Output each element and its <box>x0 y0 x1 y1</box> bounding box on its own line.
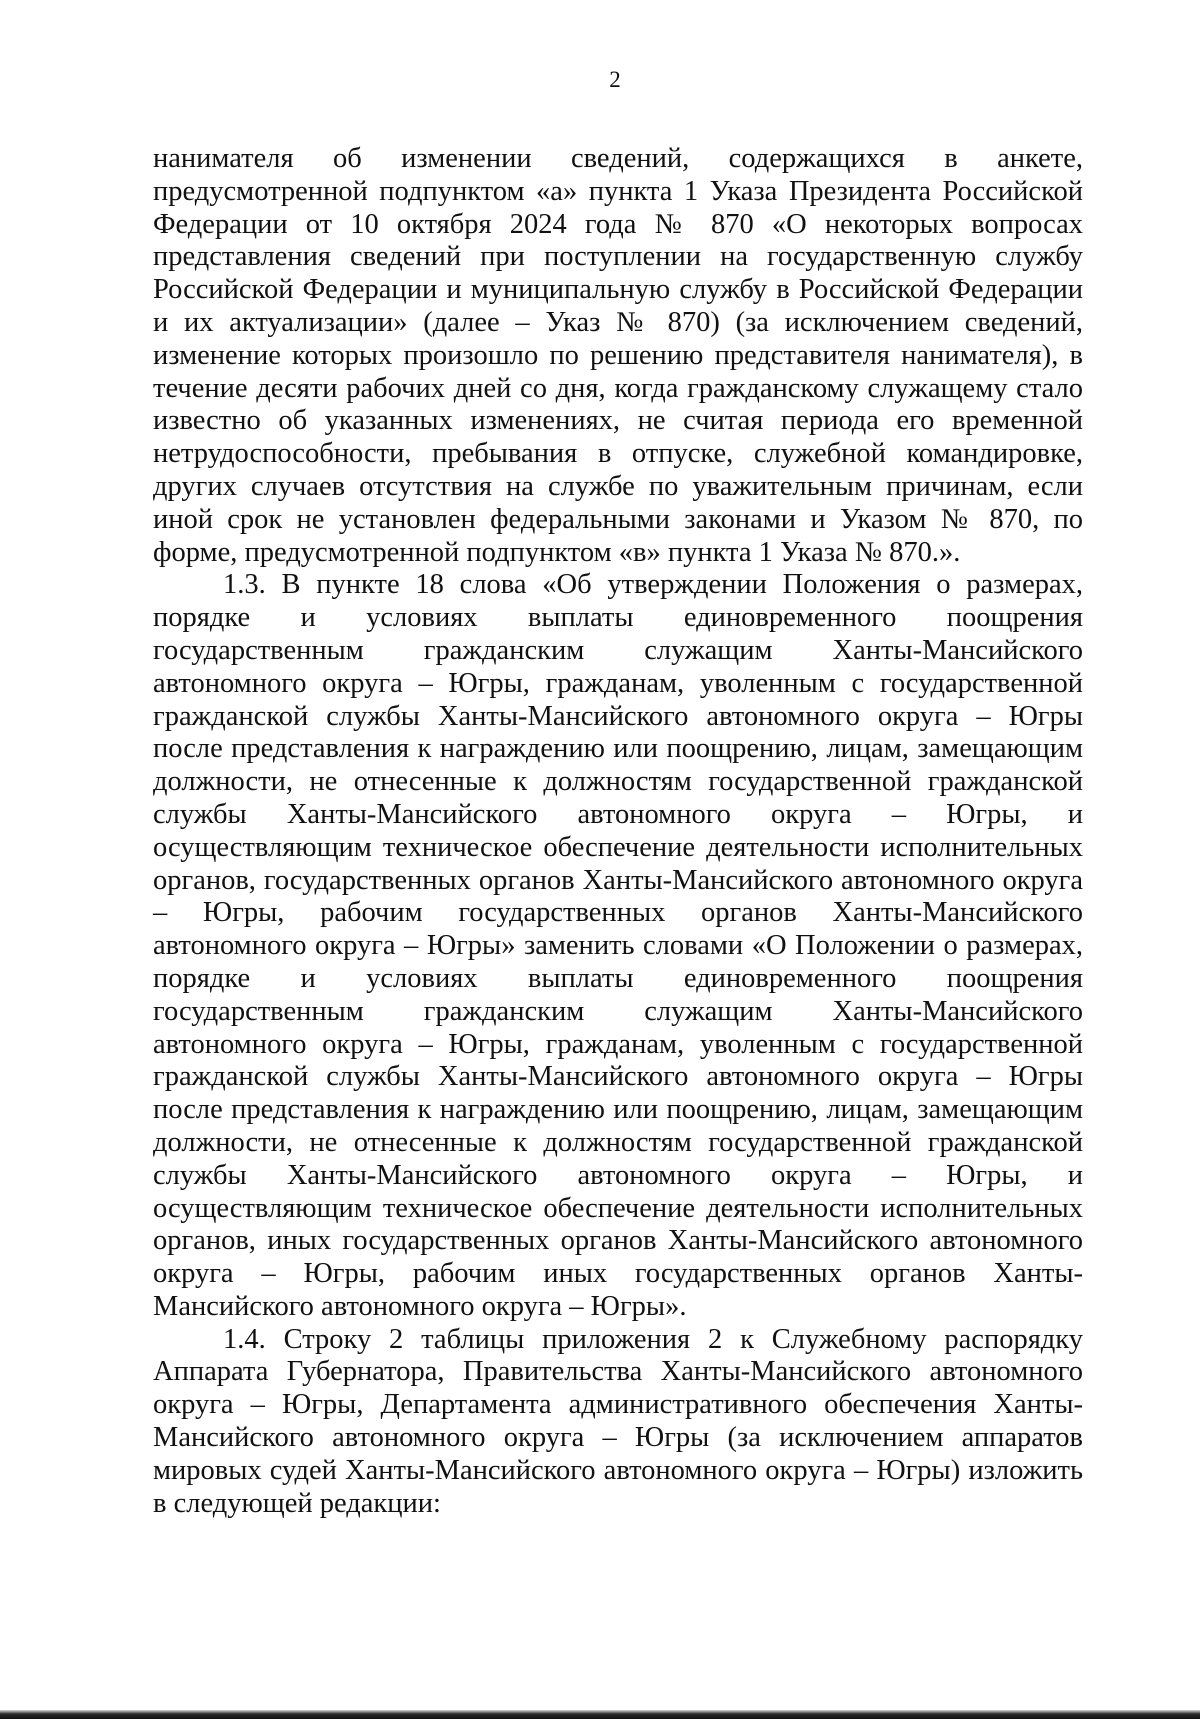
page-number: 2 <box>609 67 621 92</box>
paragraph-item-1-3: 1.3. В пункте 18 слова «Об утверждении Положения о размерах, порядке и условиях выплаты единовременного поощрения государственным гражданским служащим Ханты-Мансийского автономного округа – Югры, гражданам, уволенным с государственной гражданской службы Ханты-Мансийского автономного округа – Югры после представления к награждению или поощрению, лицам, замещающим должности, не отнесенные к должностям государственной гражданской службы Ханты-Мансийского автономного округа – Югры, и осуществляющим техническое обеспечение деятельности исполнительных органов, государственных органов Ханты-Мансийского автономного округа – Югры, рабочим государственных органов Ханты-Мансийского автономного округа – Югры» заменить словами «О Положении о размерах, порядке и условиях выплаты единовременного поощрения государственным гражданским служащим Ханты-Мансийского автономного округа – Югры, гражданам, уволенным с государственной гражданской службы Ханты-Мансийского автономного округа – Югры после представления к награждению или поощрению, лицам, замещающим должности, не отнесенные к должностям государственной гражданской службы Ханты-Мансийского автономного округа – Югры, и осуществляющим техническое обеспечение деятельности исполнительных органов, иных государственных органов Ханты-Мансийского автономного округа – Югры, рабочим иных государственных органов Ханты-Мансийского автономного округа – Югры». <box>153 569 1083 1322</box>
paragraph-continuation: нанимателя об изменении сведений, содержащихся в анкете, предусмотренной подпунктом «а» пункта 1 Указа Президента Российской Федерации от 10 октября 2024 года № 870 «О некоторых вопросах представления сведений при поступлении на государственную службу Российской Федерации и муниципальную службу в Российской Федерации и их актуализации» (далее – Указ № 870) (за исключением сведений, изменение которых произошло по решению представителя нанимателя), в течение десяти рабочих дней со дня, когда гражданскому служащему стало известно об указанных изменениях, не считая периода его временной нетрудоспособности, пребывания в отпуске, служебной командировке, других случаев отсутствия на службе по уважительным причинам, если иной срок не установлен федеральными законами и Указом № 870, по форме, предусмотренной подпунктом «в» пункта 1 Указа № 870.». <box>153 143 1083 568</box>
paragraph-item-1-4: 1.4. Строку 2 таблицы приложения 2 к Служебному распорядку Аппарата Губернатора, Правительства Ханты-Мансийского автономного округа – Югры, Департамента административного обеспечения Ханты-Мансийского автономного округа – Югры (за исключением аппаратов мировых судей Ханты-Мансийского автономного округа – Югры) изложить в следующей редакции: <box>153 1323 1083 1519</box>
scan-bottom-edge <box>0 1710 1200 1719</box>
document-body <box>153 143 1083 1520</box>
